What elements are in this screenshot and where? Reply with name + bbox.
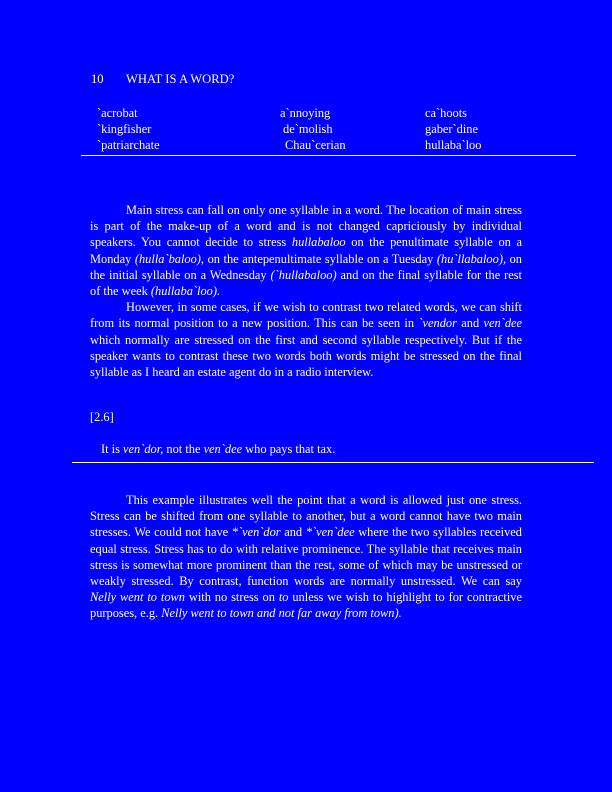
paragraph-contrast: However, in some cases, if we wish to contrast two related words, we can shift from its normal position to a new position. This can be seen in `vendor and ven`dee which normally are stressed on the first and second syllable respectively. But if the speaker wants to contrast these two words both words might be stressed on the final syllable as I heard an estate agent do in a radio interview. xyxy=(90,300,523,380)
word-column-2 xyxy=(280,105,346,153)
paragraph-one-stress: This example illustrates well the point that a word is allowed just one stress. Stress can be shifted from one syllable to another, but a word cannot have two main stresses. We could not have *`ven`dor and *`ven`dee where the two syllables received equal stress. Stress has to do with relative prominence. The syllable that receives main stress is somewhat more prominent than the rest, some of which may be unstressed or weakly stressed. By contrast, function words are normally unstressed. We can say Nelly went to town with no stress on to unless we wish to highlight to for contractive purposes, e.g. Nelly went to town and not far away from town). xyxy=(90,493,522,621)
body-section-2 xyxy=(90,492,522,622)
word-item: gaber`dine xyxy=(425,122,478,136)
word-item: `patriarchate xyxy=(97,138,160,152)
word-item: a`nnoying xyxy=(280,106,331,120)
word-item: de`molish xyxy=(283,122,333,136)
word-item: Chau`cerian xyxy=(285,138,346,152)
word-item: `acrobat xyxy=(97,106,138,120)
word-column-1 xyxy=(97,105,160,153)
word-item: hullaba`loo xyxy=(425,138,482,152)
word-column-3 xyxy=(425,105,481,153)
example-label: [2.6] xyxy=(90,410,114,424)
paragraph-main-stress: Main stress can fall on only one syllable in a word. The location of main stress is part of the make-up of a word and is not changed capriciously by individual speakers. You cannot decide to stress hullabaloo on the penultimate syllable on a Monday (hulla`baloo), on the antepenultimate syllable on a Tuesday (hu`llabaloo), on the initial syllable on a Wednesday (`hullabaloo) and on the final syllable for the rest of the week (hullaba`loo). xyxy=(90,203,523,299)
divider-bottom xyxy=(72,462,594,463)
divider-top xyxy=(81,155,576,156)
word-item: ca`hoots xyxy=(425,106,467,120)
example-sentence: It is ven`dor, not the ven`dee who pays that tax. xyxy=(101,442,336,456)
page-number: 10 xyxy=(91,72,104,86)
body-section-1 xyxy=(90,202,522,380)
page-header xyxy=(91,72,234,87)
chapter-title: WHAT IS A WORD? xyxy=(126,72,235,86)
word-item: `kingfisher xyxy=(97,122,152,136)
